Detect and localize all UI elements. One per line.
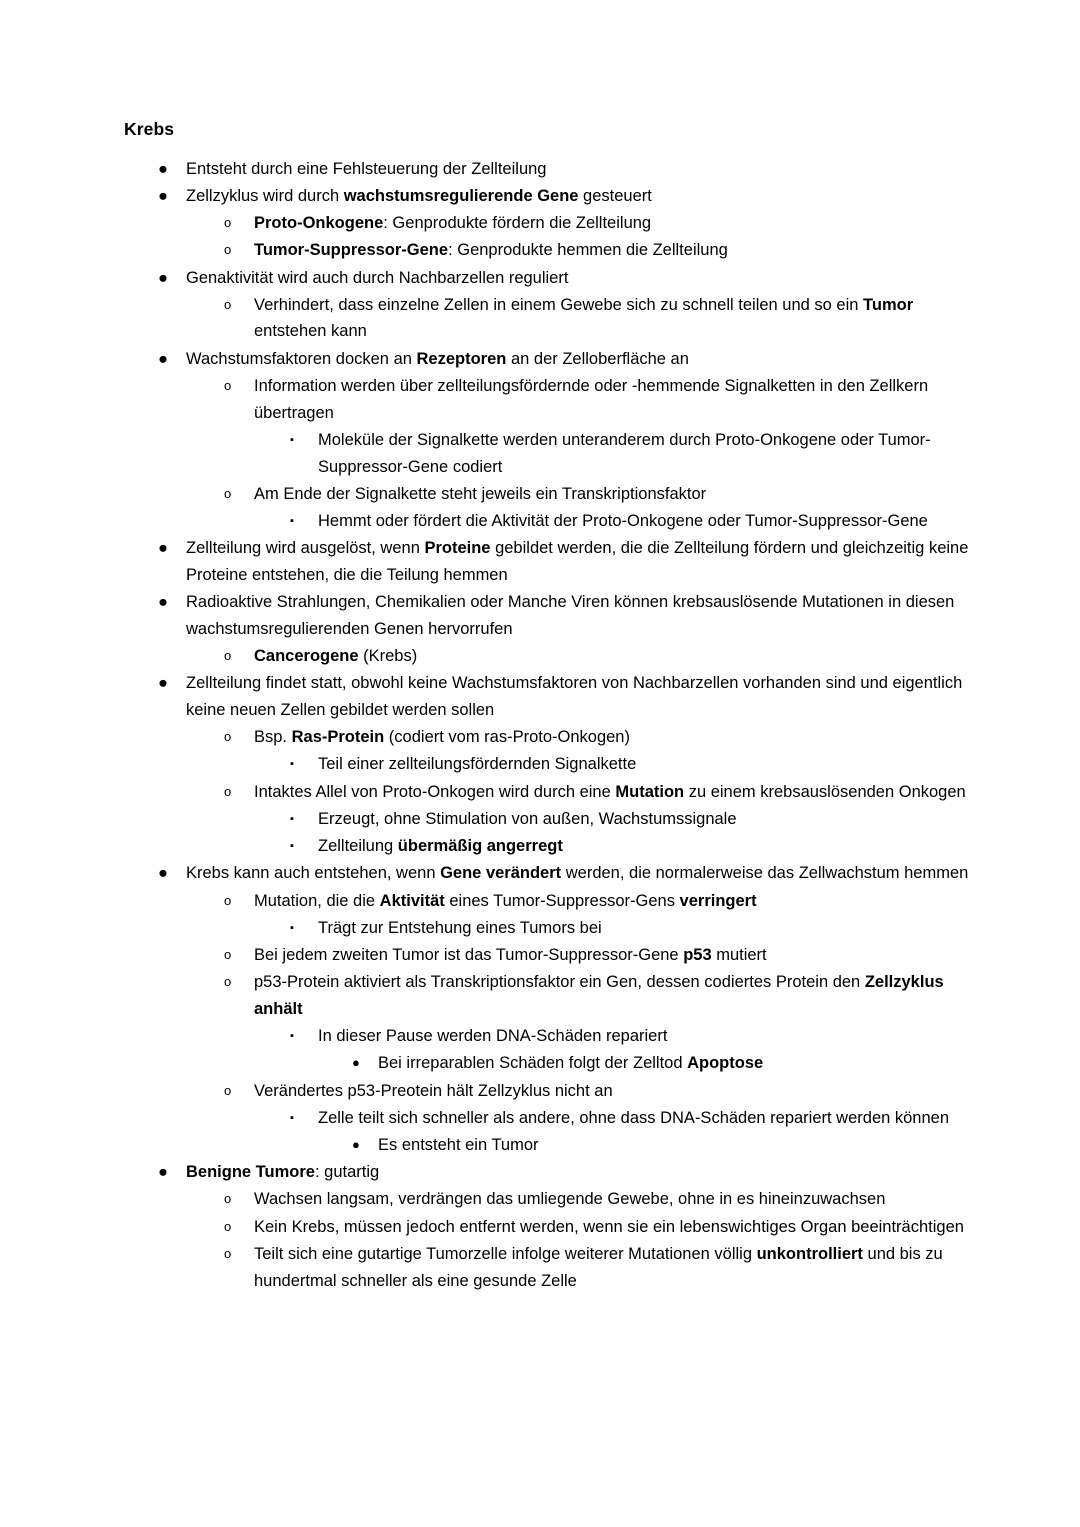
outline-item-level-2 — [124, 481, 976, 508]
bullet-icon: ● — [158, 674, 168, 693]
outline-item-level-4 — [124, 1050, 976, 1077]
outline-item-text: Cancerogene (Krebs) — [254, 647, 418, 666]
outline-item-text: Trägt zur Entstehung eines Tumors bei — [318, 918, 602, 937]
outline-item-level-2 — [124, 643, 976, 670]
outline-item-text: Wachsen langsam, verdrängen das umliegende Gewebe, ohne in es hineinzuwachsen — [254, 1190, 886, 1209]
outline-item-level-1 — [124, 183, 976, 210]
outline-item-level-2 — [124, 1241, 976, 1294]
outline-item-level-2 — [124, 779, 976, 806]
bullet-icon: o — [224, 485, 232, 501]
outline-item-text: Proto-Onkogene: Genprodukte fördern die Zellteilung — [254, 214, 652, 233]
outline-item-level-4 — [124, 1132, 976, 1159]
outline-item-text: Tumor-Suppressor-Gene: Genprodukte hemmen die Zellteilung — [254, 241, 728, 260]
bullet-icon: ● — [158, 593, 168, 612]
outline-item-text: Bei irreparablen Schäden folgt der Zelltod Apoptose — [378, 1054, 764, 1073]
outline-item-text: Hemmt oder fördert die Aktivität der Proto-Onkogene oder Tumor-Suppressor-Gene — [318, 511, 928, 530]
outline-item-text: Zelle teilt sich schneller als andere, ohne dass DNA-Schäden repariert werden können — [318, 1108, 950, 1127]
outline-item-level-3 — [124, 1023, 976, 1050]
bullet-icon: ▪ — [290, 514, 294, 527]
outline-item-level-3 — [124, 427, 976, 480]
outline-item-text: Verändertes p53-Preotein hält Zellzyklus nicht an — [254, 1081, 613, 1100]
outline-item-level-2 — [124, 1078, 976, 1105]
bullet-icon: o — [224, 377, 232, 393]
outline-item-text: Benigne Tumore: gutartig — [186, 1163, 380, 1182]
bullet-icon: ▪ — [290, 758, 294, 771]
bullet-icon: o — [224, 242, 232, 258]
outline-item-text: Zellzyklus wird durch wachstumsregulierende Gene gesteuert — [186, 186, 652, 205]
bullet-icon: o — [224, 1218, 232, 1234]
outline-item-level-2 — [124, 373, 976, 426]
outline-item-level-1 — [124, 1159, 976, 1186]
bullet-icon: ▪ — [290, 840, 294, 853]
bullet-icon: ● — [352, 1137, 360, 1152]
outline-item-level-1 — [124, 535, 976, 588]
bullet-icon: o — [224, 1191, 232, 1207]
bullet-icon: o — [224, 729, 232, 745]
outline-item-text: Es entsteht ein Tumor — [378, 1136, 539, 1154]
outline-item-level-1 — [124, 589, 976, 642]
outline-list — [124, 156, 976, 1295]
outline-item-text: Zellteilung wird ausgelöst, wenn Proteine gebildet werden, die die Zellteilung fördern und gleichzeitig keine Proteine entstehen, die die Teilung hemmen — [186, 539, 969, 584]
outline-item-level-2 — [124, 237, 976, 264]
page-title: Krebs — [124, 119, 175, 139]
outline-item-level-2 — [124, 724, 976, 751]
bullet-icon: ● — [158, 539, 168, 558]
bullet-icon: o — [224, 892, 232, 908]
outline-item-level-1 — [124, 670, 976, 723]
bullet-icon: o — [224, 974, 232, 990]
bullet-icon: ▪ — [290, 812, 294, 825]
outline-item-level-1 — [124, 156, 976, 183]
outline-item-level-2 — [124, 210, 976, 237]
outline-item-text: p53-Protein aktiviert als Transkriptionsfaktor ein Gen, dessen codiertes Protein den Zellzyklus anhält — [254, 973, 944, 1018]
bullet-icon: ● — [158, 1163, 168, 1182]
outline-item-level-1 — [124, 860, 976, 887]
outline-item-text: Mutation, die die Aktivität eines Tumor-Suppressor-Gens verringert — [254, 891, 757, 910]
bullet-icon: ▪ — [290, 1030, 294, 1043]
outline-item-text: Erzeugt, ohne Stimulation von außen, Wachstumssignale — [318, 809, 737, 828]
outline-item-level-2 — [124, 888, 976, 915]
outline-item-text: Entsteht durch eine Fehlsteuerung der Zellteilung — [186, 159, 547, 178]
outline-item-text: In dieser Pause werden DNA-Schäden repariert — [318, 1027, 668, 1046]
outline-item-text: Genaktivität wird auch durch Nachbarzellen reguliert — [186, 268, 569, 287]
outline-item-level-3 — [124, 751, 976, 778]
outline-item-level-2 — [124, 942, 976, 969]
bullet-icon: ● — [158, 186, 168, 205]
outline-item-level-2 — [124, 1214, 976, 1241]
outline-item-text: Verhindert, dass einzelne Zellen in einem Gewebe sich zu schnell teilen und so ein Tumor entstehen kann — [254, 295, 914, 341]
outline-item-text: Moleküle der Signalkette werden unteranderem durch Proto-Onkogene oder Tumor-Suppressor-Gene codiert — [318, 430, 931, 476]
outline-item-level-2 — [124, 1186, 976, 1213]
outline-item-level-3 — [124, 508, 976, 535]
bullet-icon: ● — [158, 864, 168, 883]
outline-item-level-3 — [124, 915, 976, 942]
outline-item-level-3 — [124, 806, 976, 833]
bullet-icon: ● — [158, 349, 168, 368]
outline-item-level-2 — [124, 969, 976, 1022]
outline-item-text: Zellteilung übermäßig angerregt — [318, 837, 563, 856]
outline-item-text: Teil einer zellteilungsfördernden Signalkette — [318, 755, 637, 774]
outline-item-text: Information werden über zellteilungsfördernde oder -hemmende Signalketten in den Zellkern übertragen — [254, 376, 929, 422]
outline-item-text: Intaktes Allel von Proto-Onkogen wird durch eine Mutation zu einem krebsauslösenden Onkogen — [254, 782, 966, 801]
bullet-icon: ▪ — [290, 433, 294, 446]
outline-item-text: Wachstumsfaktoren docken an Rezeptoren an der Zelloberfläche an — [186, 349, 689, 368]
bullet-icon: o — [224, 648, 232, 664]
bullet-icon: o — [224, 1082, 232, 1098]
bullet-icon: o — [224, 1245, 232, 1261]
bullet-icon: o — [224, 783, 232, 799]
bullet-icon: o — [224, 946, 232, 962]
bullet-icon: ● — [158, 159, 168, 178]
outline-item-text: Krebs kann auch entstehen, wenn Gene verändert werden, die normalerweise das Zellwachstum hemmen — [186, 864, 969, 883]
outline-item-text: Bei jedem zweiten Tumor ist das Tumor-Suppressor-Gene p53 mutiert — [254, 945, 767, 964]
bullet-icon: ▪ — [290, 1111, 294, 1124]
outline-item-text: Radioaktive Strahlungen, Chemikalien oder Manche Viren können krebsauslösende Mutationen in diesen wachstumsregulierenden Genen hervorrufen — [186, 593, 955, 638]
outline-item-level-1 — [124, 265, 976, 292]
outline-item-level-3 — [124, 1105, 976, 1132]
bullet-icon: ▪ — [290, 921, 294, 934]
outline-item-level-1 — [124, 346, 976, 373]
bullet-icon: ● — [352, 1055, 360, 1071]
outline-item-text: Zellteilung findet statt, obwohl keine Wachstumsfaktoren von Nachbarzellen vorhanden sind und eigentlich keine neuen Zellen gebildet werden sollen — [186, 674, 963, 719]
outline-item-text: Teilt sich eine gutartige Tumorzelle infolge weiterer Mutationen völlig unkontrolliert und bis zu hundertmal schneller als eine gesunde Zelle — [254, 1244, 943, 1290]
bullet-icon: ● — [158, 268, 168, 287]
outline-item-text: Kein Krebs, müssen jedoch entfernt werden, wenn sie ein lebenswichtiges Organ beeinträchtigen — [254, 1217, 964, 1236]
outline-item-text: Am Ende der Signalkette steht jeweils ein Transkriptionsfaktor — [254, 484, 707, 503]
outline-item-level-2 — [124, 292, 976, 345]
bullet-icon: o — [224, 296, 232, 312]
outline-item-text: Bsp. Ras-Protein (codiert vom ras-Proto-Onkogen) — [254, 728, 630, 747]
bullet-icon: o — [224, 215, 232, 231]
outline-item-level-3 — [124, 833, 976, 860]
